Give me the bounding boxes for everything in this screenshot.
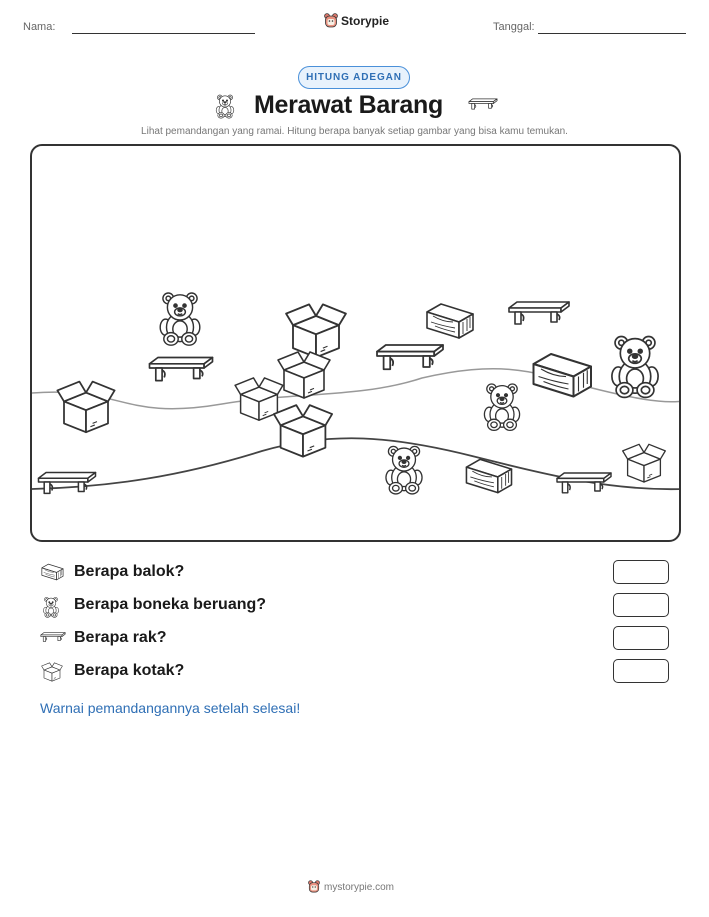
footer-url[interactable]: mystorypie.com bbox=[324, 881, 395, 893]
shelf bbox=[509, 302, 569, 324]
brand-logo bbox=[324, 13, 389, 29]
wood-block-icon bbox=[40, 563, 64, 581]
answer-box[interactable] bbox=[613, 593, 669, 617]
answer-box[interactable] bbox=[613, 626, 669, 650]
teddy-bear-icon bbox=[40, 596, 62, 618]
cardboard-box bbox=[278, 352, 330, 398]
teddy-bear bbox=[386, 446, 422, 494]
brand-name: Storypie bbox=[341, 14, 390, 28]
shelf bbox=[39, 473, 96, 494]
cardboard-box bbox=[57, 382, 114, 433]
question-row bbox=[40, 659, 670, 685]
footer bbox=[308, 880, 394, 894]
question-text: Berapa boneka beruang? bbox=[74, 596, 267, 613]
shelf bbox=[150, 358, 213, 381]
cardboard-box bbox=[274, 405, 332, 457]
shelf bbox=[377, 345, 443, 369]
answer-box[interactable] bbox=[613, 560, 669, 584]
counting-scene bbox=[30, 144, 681, 542]
question-row bbox=[40, 560, 670, 586]
shelf-icon bbox=[40, 629, 66, 645]
shelf-icon bbox=[468, 96, 498, 112]
question-row bbox=[40, 593, 670, 619]
cardboard-box bbox=[623, 444, 666, 482]
instructions: Lihat pemandangan yang ramai. Hitung berapa banyak setiap gambar yang bisa kamu temukan. bbox=[141, 126, 568, 137]
teddy-bear-icon bbox=[212, 91, 238, 119]
teddy-bear bbox=[612, 337, 658, 398]
activity-badge: HITUNG ADEGAN bbox=[298, 66, 410, 89]
storypie-mascot-icon bbox=[324, 13, 338, 29]
scene-canvas bbox=[32, 146, 681, 542]
date-label: Tanggal: bbox=[493, 21, 535, 33]
question-text: Berapa kotak? bbox=[74, 662, 185, 679]
name-label: Nama: bbox=[23, 21, 56, 33]
answer-box[interactable] bbox=[613, 659, 669, 683]
cardboard-box bbox=[286, 304, 346, 357]
page-title: Merawat Barang bbox=[254, 91, 443, 119]
storypie-mascot-icon bbox=[308, 880, 320, 894]
wood-block bbox=[427, 304, 473, 338]
shelf bbox=[557, 473, 611, 493]
teddy-bear bbox=[484, 384, 519, 430]
coloring-note: Warnai pemandangannya setelah selesai! bbox=[40, 700, 301, 716]
question-row bbox=[40, 626, 670, 652]
wood-block bbox=[534, 354, 592, 397]
teddy-bear bbox=[160, 293, 200, 345]
cardboard-box-icon bbox=[40, 662, 64, 682]
name-field-line[interactable] bbox=[72, 33, 255, 34]
date-field-line[interactable] bbox=[538, 33, 686, 34]
question-text: Berapa balok? bbox=[74, 563, 185, 580]
question-text: Berapa rak? bbox=[74, 629, 167, 646]
